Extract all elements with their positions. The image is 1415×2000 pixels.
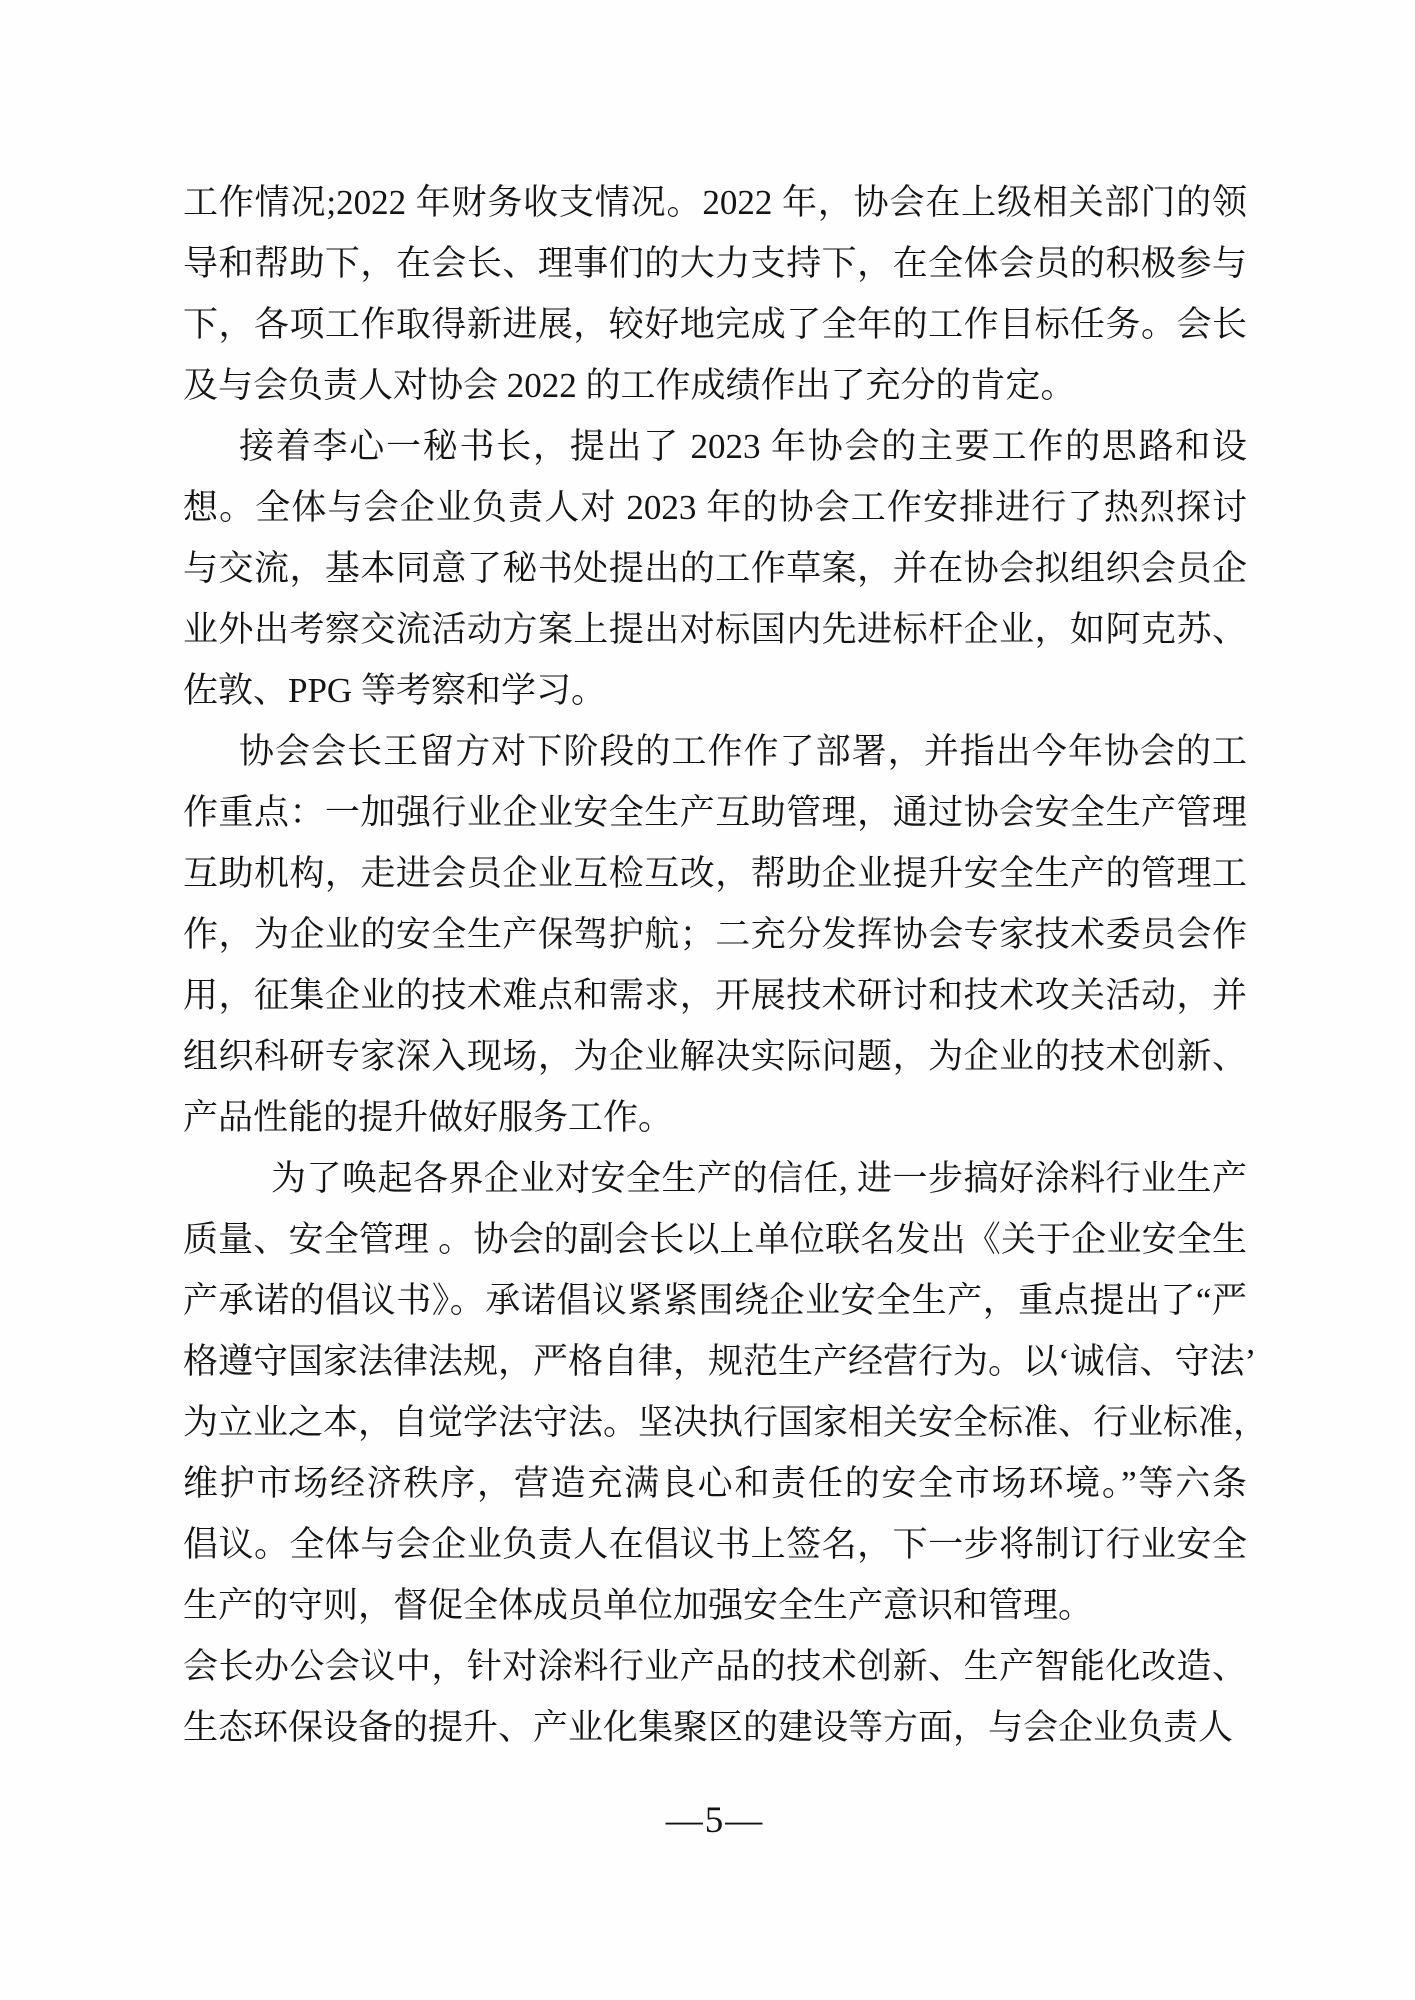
document-text-block [183, 172, 1269, 1758]
text-line: 倡议。全体与会企业负责人在倡议书上签名，下一步将制订行业安全 [183, 1525, 1247, 1564]
text-line: 导和帮助下，在会长、理事们的大力支持下，在全体会员的积极参与 [183, 244, 1247, 283]
text-line: 想。全体与会企业负责人对 2023 年的协会工作安排进行了热烈探讨 [183, 488, 1247, 527]
text-line: 质量、安全管理 。协会的副会长以上单位联名发出《关于企业安全生 [183, 1220, 1247, 1259]
text-line: 互助机构，走进会员企业互检互改，帮助企业提升安全生产的管理工 [183, 854, 1247, 893]
text-line: 会长办公会议中，针对涂料行业产品的技术创新、生产智能化改造、 [183, 1647, 1247, 1686]
page-number: —5— [665, 1800, 765, 1841]
text-line: 业外出考察交流活动方案上提出对标国内先进标杆企业，如阿克苏、 [183, 610, 1247, 649]
text-line: 工作情况;2022 年财务收支情况。2022 年，协会在上级相关部门的领 [183, 183, 1247, 222]
text-line: 生产的守则，督促全体成员单位加强安全生产意识和管理。 [183, 1586, 1094, 1625]
text-line: 产品性能的提升做好服务工作。 [183, 1098, 674, 1137]
text-line: 为立业之本，自觉学法守法。坚决执行国家相关安全标准、行业标准， [183, 1403, 1269, 1442]
text-line: 下，各项工作取得新进展，较好地完成了全年的工作目标任务。会长 [183, 305, 1247, 344]
text-line: 产承诺的倡议书》。承诺倡议紧紧围绕企业安全生产，重点提出了“严 [183, 1281, 1247, 1320]
text-line: 及与会负责人对协会 2022 的工作成绩作出了充分的肯定。 [183, 366, 1076, 405]
text-line: 为了唤起各界企业对安全生产的信任, 进一步搞好涂料行业生产 [271, 1159, 1247, 1198]
text-line: 佐敦、PPG 等考察和学习。 [183, 671, 606, 710]
text-line: 组织科研专家深入现场，为企业解决实际问题，为企业的技术创新、 [183, 1037, 1247, 1076]
text-line: 协会会长王留方对下阶段的工作作了部署，并指出今年协会的工 [239, 732, 1247, 771]
text-line: 用，征集企业的技术难点和需求，开展技术研讨和技术攻关活动，并 [183, 976, 1247, 1015]
text-line: 格遵守国家法律法规，严格自律，规范生产经营行为。以‘诚信、守法’ [183, 1342, 1257, 1381]
text-line: 接着李心一秘书长，提出了 2023 年协会的主要工作的思路和设 [239, 427, 1247, 466]
text-line: 生态环保设备的提升、产业化集聚区的建设等方面，与会企业负责人 [183, 1708, 1234, 1747]
text-line: 维护市场经济秩序，营造充满良心和责任的安全市场环境。”等六条 [183, 1464, 1247, 1503]
text-line: 作重点：一加强行业企业安全生产互助管理，通过协会安全生产管理 [183, 793, 1247, 832]
text-line: 作，为企业的安全生产保驾护航；二充分发挥协会专家技术委员会作 [183, 915, 1247, 954]
text-line: 与交流，基本同意了秘书处提出的工作草案，并在协会拟组织会员企 [183, 549, 1247, 588]
